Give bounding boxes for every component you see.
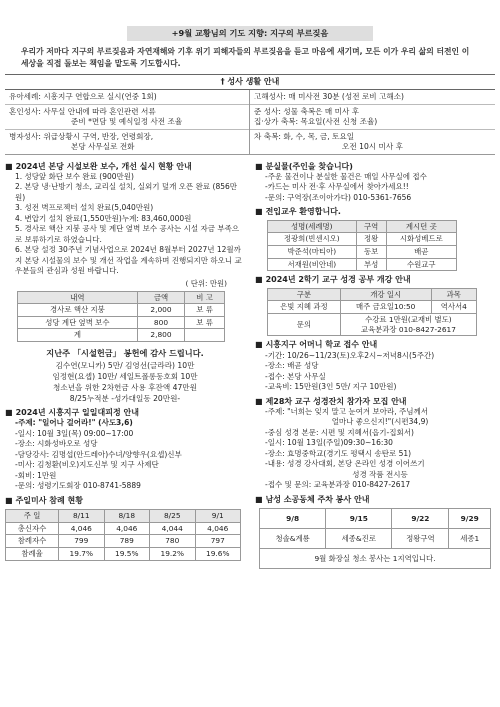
info-anointing: [5, 130, 249, 154]
retreat-item: -문의: 성령기도회장 010-8741-5889: [15, 481, 141, 491]
repair-table: [17, 291, 225, 343]
table-cell: 총신자수: [6, 522, 59, 535]
newcomers-section-title: [255, 207, 495, 217]
parking-table: [259, 508, 491, 569]
table-cell: 시화성베드로: [386, 233, 456, 246]
sacrament-life-header: † 성사 생활 안내: [5, 74, 495, 90]
table-cell: 789: [104, 535, 149, 548]
content-columns: [5, 158, 495, 570]
table-row: [268, 313, 477, 335]
table-row: [18, 316, 225, 329]
table-header: 9/15: [326, 509, 392, 529]
thanks-box: [19, 348, 231, 404]
table-header-row: [260, 509, 491, 529]
table-cell: 2,800: [137, 329, 184, 342]
table-header: 과목: [431, 288, 476, 301]
table-cell: 19.2%: [150, 548, 195, 561]
table-row: [268, 246, 457, 259]
info-line: 준비 *면담 및 예식일정 사전 조율: [71, 116, 183, 126]
repair-item: 1. 성당앞 화단 보수 완료 (900만원): [15, 171, 134, 181]
table-header-row: [268, 220, 457, 233]
table-row: [18, 329, 225, 342]
table-cell: 배곧: [386, 246, 456, 259]
table-header-row: [6, 510, 241, 523]
mothers-school-item: -접수: 본당 사무실: [265, 371, 326, 381]
table-row: [268, 233, 457, 246]
section-marker-icon: ■: [255, 207, 263, 217]
lost-found-item: -주운 물건이나 분실한 물건은 매일 사무실에 접수: [265, 171, 427, 181]
table-header: 주 일: [6, 510, 59, 523]
newcomers-table: [267, 220, 457, 272]
sacrament-info-grid: [5, 90, 495, 154]
table-header: 9/29: [449, 509, 491, 529]
repair-item: 3. 성전 벽프로젝터 설치 완료(5,040만원): [15, 203, 154, 213]
table-cell: 서재원(비안네): [268, 258, 357, 271]
seminar-item: -일시: 10월 13일(주일)09:30~16:30: [265, 438, 393, 448]
info-infant-baptism: [5, 90, 249, 105]
section-marker-icon: ■: [255, 161, 263, 171]
bible-class-fee: 수강료 1만원(교재비 별도): [365, 314, 452, 324]
table-cell: 청솔&계룡: [260, 529, 326, 549]
repair-item: 4. 변압기 설치 완료(1,550만원)누계: 83,460,000원: [15, 213, 192, 223]
table-header: 9/1: [195, 510, 241, 523]
info-line: 유아세례: 시흥지구 연합으로 실시(연중 1회): [9, 92, 157, 102]
table-cell: 참례자수: [6, 535, 59, 548]
table-header-row: [18, 291, 225, 304]
table-cell: 정왕: [356, 233, 386, 246]
info-line: 혼인성사: 사무실 안내에 따라 혼인관련 서류: [9, 107, 156, 117]
table-header: 8/11: [59, 510, 104, 523]
table-row: [260, 529, 491, 549]
table-cell: 19.7%: [59, 548, 104, 561]
table-row: [6, 548, 241, 561]
retreat-item: -장소: 시화성바오로 성당: [15, 439, 98, 449]
lost-found-section-title: [255, 162, 495, 172]
section-marker-icon: ■: [255, 340, 263, 350]
table-cell: 4,046: [104, 522, 149, 535]
thanks-line: 8/25누적분 -성가대일동 20만원-: [69, 393, 181, 403]
table-row: [260, 549, 491, 569]
retreat-item: -일시: 10월 3일(목) 09:00~17:00: [15, 428, 134, 438]
info-line: 준 성사: 성물 축복은 매 미사 후: [254, 107, 360, 117]
table-cell: 797: [195, 535, 241, 548]
right-column: [250, 158, 495, 570]
table-cell: 부성: [356, 258, 386, 271]
table-row: [268, 258, 457, 271]
table-cell: 780: [150, 535, 195, 548]
retreat-item: -담당강사: 김명섭(안드레아)수녀/양향우(요셉)신부: [15, 449, 182, 459]
parking-title-text: 남성 소공동체 주차 봉사 안내: [265, 494, 370, 504]
table-cell: 참례율: [6, 548, 59, 561]
thanks-title: 지난주 「시설헌금」 봉헌에 감사 드립니다.: [46, 348, 204, 359]
attendance-table: [5, 509, 241, 561]
table-cell: 세종&진로: [326, 529, 392, 549]
table-header: 개강 일시: [340, 288, 431, 301]
info-blessing: [250, 105, 495, 130]
table-cell: 동보: [356, 246, 386, 259]
table-row: [6, 535, 241, 548]
retreat-item: -미사: 김청환(비오)지도신부 및 지구 사제단: [15, 460, 159, 470]
info-car-blessing: [250, 130, 495, 154]
repair-item: 6. 본당 설정 30주년 기념사업으로 2024년 8월부터 2027년 12월까지 본당 시설물의 보수 및 개선 작업을 계속하며 진행되지만 하오니 교우분들의 관심과 성원 바랍니다.: [15, 245, 242, 276]
table-cell: 박준석(마티아): [268, 246, 357, 259]
table-header-row: [268, 288, 477, 301]
table-header: 비 고: [185, 291, 225, 304]
table-cell: 역사서4: [431, 301, 476, 314]
table-header: 금액: [137, 291, 184, 304]
table-header: 9/22: [392, 509, 449, 529]
section-marker-icon: ■: [255, 275, 263, 285]
table-cell: 800: [137, 316, 184, 329]
seminar-item: 성경 작품 전시등: [352, 469, 408, 479]
lost-found-title-text: 분실물(주인을 찾습니다): [265, 161, 353, 171]
bible-class-contact: 교육분과장 010-8427-2617: [360, 324, 456, 334]
table-cell: 4,046: [59, 522, 104, 535]
table-cell: 19.5%: [104, 548, 149, 561]
repair-item: 5. 경사로 핵산 지붕 공사 및 계단 옆벽 보수 공사는 시설 자금 부족으로 보류하기로 하였습니다.: [15, 224, 240, 244]
attendance-section-title: [5, 496, 245, 506]
table-cell: [340, 313, 476, 335]
table-cell: 은빛 지혜 과정: [268, 301, 341, 314]
seminar-item: -중심 성경 본문: 시편 및 지혜서(읍기-집회서): [265, 427, 414, 437]
mothers-school-section-title: [255, 340, 495, 350]
section-marker-icon: ■: [255, 396, 263, 406]
table-header: 내역: [18, 291, 138, 304]
info-line: 본당 사무실로 전화: [71, 141, 135, 151]
newcomers-title-text: 전입교우 환영합니다.: [265, 207, 341, 217]
info-marriage: [5, 105, 249, 130]
table-cell: 2,000: [137, 304, 184, 317]
retreat-item: -회비: 1만원: [15, 470, 57, 480]
info-line: 집·상가 축복: 목요일(사전 신청 조율): [254, 116, 378, 126]
table-cell: 계: [18, 329, 138, 342]
table-header: 9/8: [260, 509, 326, 529]
sacrament-info-right: [250, 90, 495, 153]
intention-body: 우리가 저마다 지구의 부르짖음과 자연재해와 기후 위기 피해자들의 부르짖음을 듣고 마음에 새기며, 모든 이가 우리 삶의 터전인 이 세상을 직접 돌보는 책임을 맡도록 기도합시다.: [21, 46, 470, 68]
table-cell: 성당 계단 옆벽 보수: [18, 316, 138, 329]
info-line: 고해성사: 매 미사전 30분 (성전 로비 고해소): [254, 92, 404, 102]
table-header: 성명(세례명): [268, 220, 357, 233]
left-column: [5, 158, 250, 570]
table-cell: 보 류: [185, 316, 225, 329]
table-cell: [185, 329, 225, 342]
repair-item: 2. 본당 냉·난방기 청소, 교리실 설치, 실외기 덮개 오픈 완료 (856만원): [15, 182, 238, 202]
info-line: 차 축복: 화, 수, 목, 금, 토요일: [254, 131, 355, 141]
info-confession: [250, 90, 495, 105]
table-header: 구분: [268, 288, 341, 301]
lost-found-item: -문의: 구역장(조이아가다) 010-5361-7656: [265, 192, 412, 202]
bible-class-table: [267, 288, 477, 337]
repair-unit: ( 단위: 만원): [185, 278, 227, 288]
parking-section-title: [255, 495, 495, 505]
table-row: [6, 522, 241, 535]
mothers-school-title-text: 시흥지구 어머니 학교 접수 안내: [265, 340, 378, 350]
retreat-title-text: 2024년 시흥지구 일일대피정 안내: [15, 407, 139, 417]
table-cell: 4,044: [150, 522, 195, 535]
table-cell: 9월 화장실 청소 봉사는 1지역입니다.: [260, 549, 491, 569]
table-cell: 보 류: [185, 304, 225, 317]
table-cell: 수원교구: [386, 258, 456, 271]
intention-title: +9월 교황님의 기도 지향: 지구의 부르짖음: [127, 26, 373, 41]
seminar-theme: 얼마나 좋으신지!"(시편34,9): [331, 417, 429, 427]
table-cell: 정광희(빈센시오): [268, 233, 357, 246]
table-cell: 경사로 핵산 지붕: [18, 304, 138, 317]
retreat-section-title: [5, 408, 245, 418]
thanks-line: 김수연(모니카) 5만/ 김영선(글라라) 10만: [55, 360, 195, 370]
retreat-theme: -주제: "일어나 걸어라!" (사도3,6): [15, 418, 133, 428]
table-cell: 매주 금요일10:50: [340, 301, 431, 314]
section-marker-icon: ■: [5, 495, 13, 505]
thanks-line: 임정현(요셉) 10만/ 세일트폴롱동호회 10만: [52, 371, 198, 381]
seminar-title-text: 제28차 교구 성경잔치 참가자 모집 안내: [265, 396, 407, 406]
section-marker-icon: ■: [5, 407, 13, 417]
section-marker-icon: ■: [255, 494, 263, 504]
bible-class-section-title: [255, 275, 495, 285]
seminar-theme: -주제: "너희는 잊지 말고 눈여겨 보아라, 주님께서: [265, 406, 429, 416]
table-cell: 문의: [268, 313, 341, 335]
table-header: 계시던 곳: [386, 220, 456, 233]
mothers-school-item: -장소: 배곧 성당: [265, 361, 319, 371]
table-header: 구역: [356, 220, 386, 233]
mothers-school-item: -기간: 10/26~11/23(토)오후2시~저녁8시(5주간): [265, 350, 435, 360]
table-row: [18, 304, 225, 317]
table-cell: 19.6%: [195, 548, 241, 561]
mothers-school-item: -교육비: 15만원(3인 5만/ 지구 10만원): [265, 382, 397, 392]
table-header: 8/25: [150, 510, 195, 523]
seminar-item: -장소: 효명중학교(경기도 평택시 송탄로 51): [265, 448, 412, 458]
seminar-item: -내용: 성경 강사대회, 본당 온라인 성경 이어쓰기: [265, 459, 425, 469]
seminar-section-title: [255, 397, 495, 407]
table-cell: 799: [59, 535, 104, 548]
attendance-title-text: 주일미사 참례 현황: [15, 495, 83, 505]
lost-found-item: -카드는 미사 전·후 사무실에서 찾아가세요!!: [265, 182, 409, 192]
thanks-line: 청소년을 위한 2차헌금 사용 후잔액 47만원: [53, 382, 197, 392]
section-marker-icon: ■: [5, 161, 13, 171]
bible-class-title-text: 2024년 2학기 교구 성경 공부 개강 안내: [265, 275, 411, 285]
info-line: 병자성사: 위급상황시 구역, 반장, 연령회장,: [9, 131, 154, 141]
table-cell: 세종1: [449, 529, 491, 549]
sacrament-info-left: [5, 90, 250, 153]
info-line: 오전 10시 미사 후: [342, 141, 403, 151]
table-header: 8/18: [104, 510, 149, 523]
seminar-item: -접수 및 문의: 교육분과장 010-8427-2617: [265, 480, 411, 490]
repair-title-text: 2024년 본당 시설보완 보수, 개선 실시 현황 안내: [15, 161, 192, 171]
table-cell: 4,046: [195, 522, 241, 535]
repair-section-title: [5, 162, 245, 172]
table-row: [268, 301, 477, 314]
table-cell: 정왕구역: [392, 529, 449, 549]
